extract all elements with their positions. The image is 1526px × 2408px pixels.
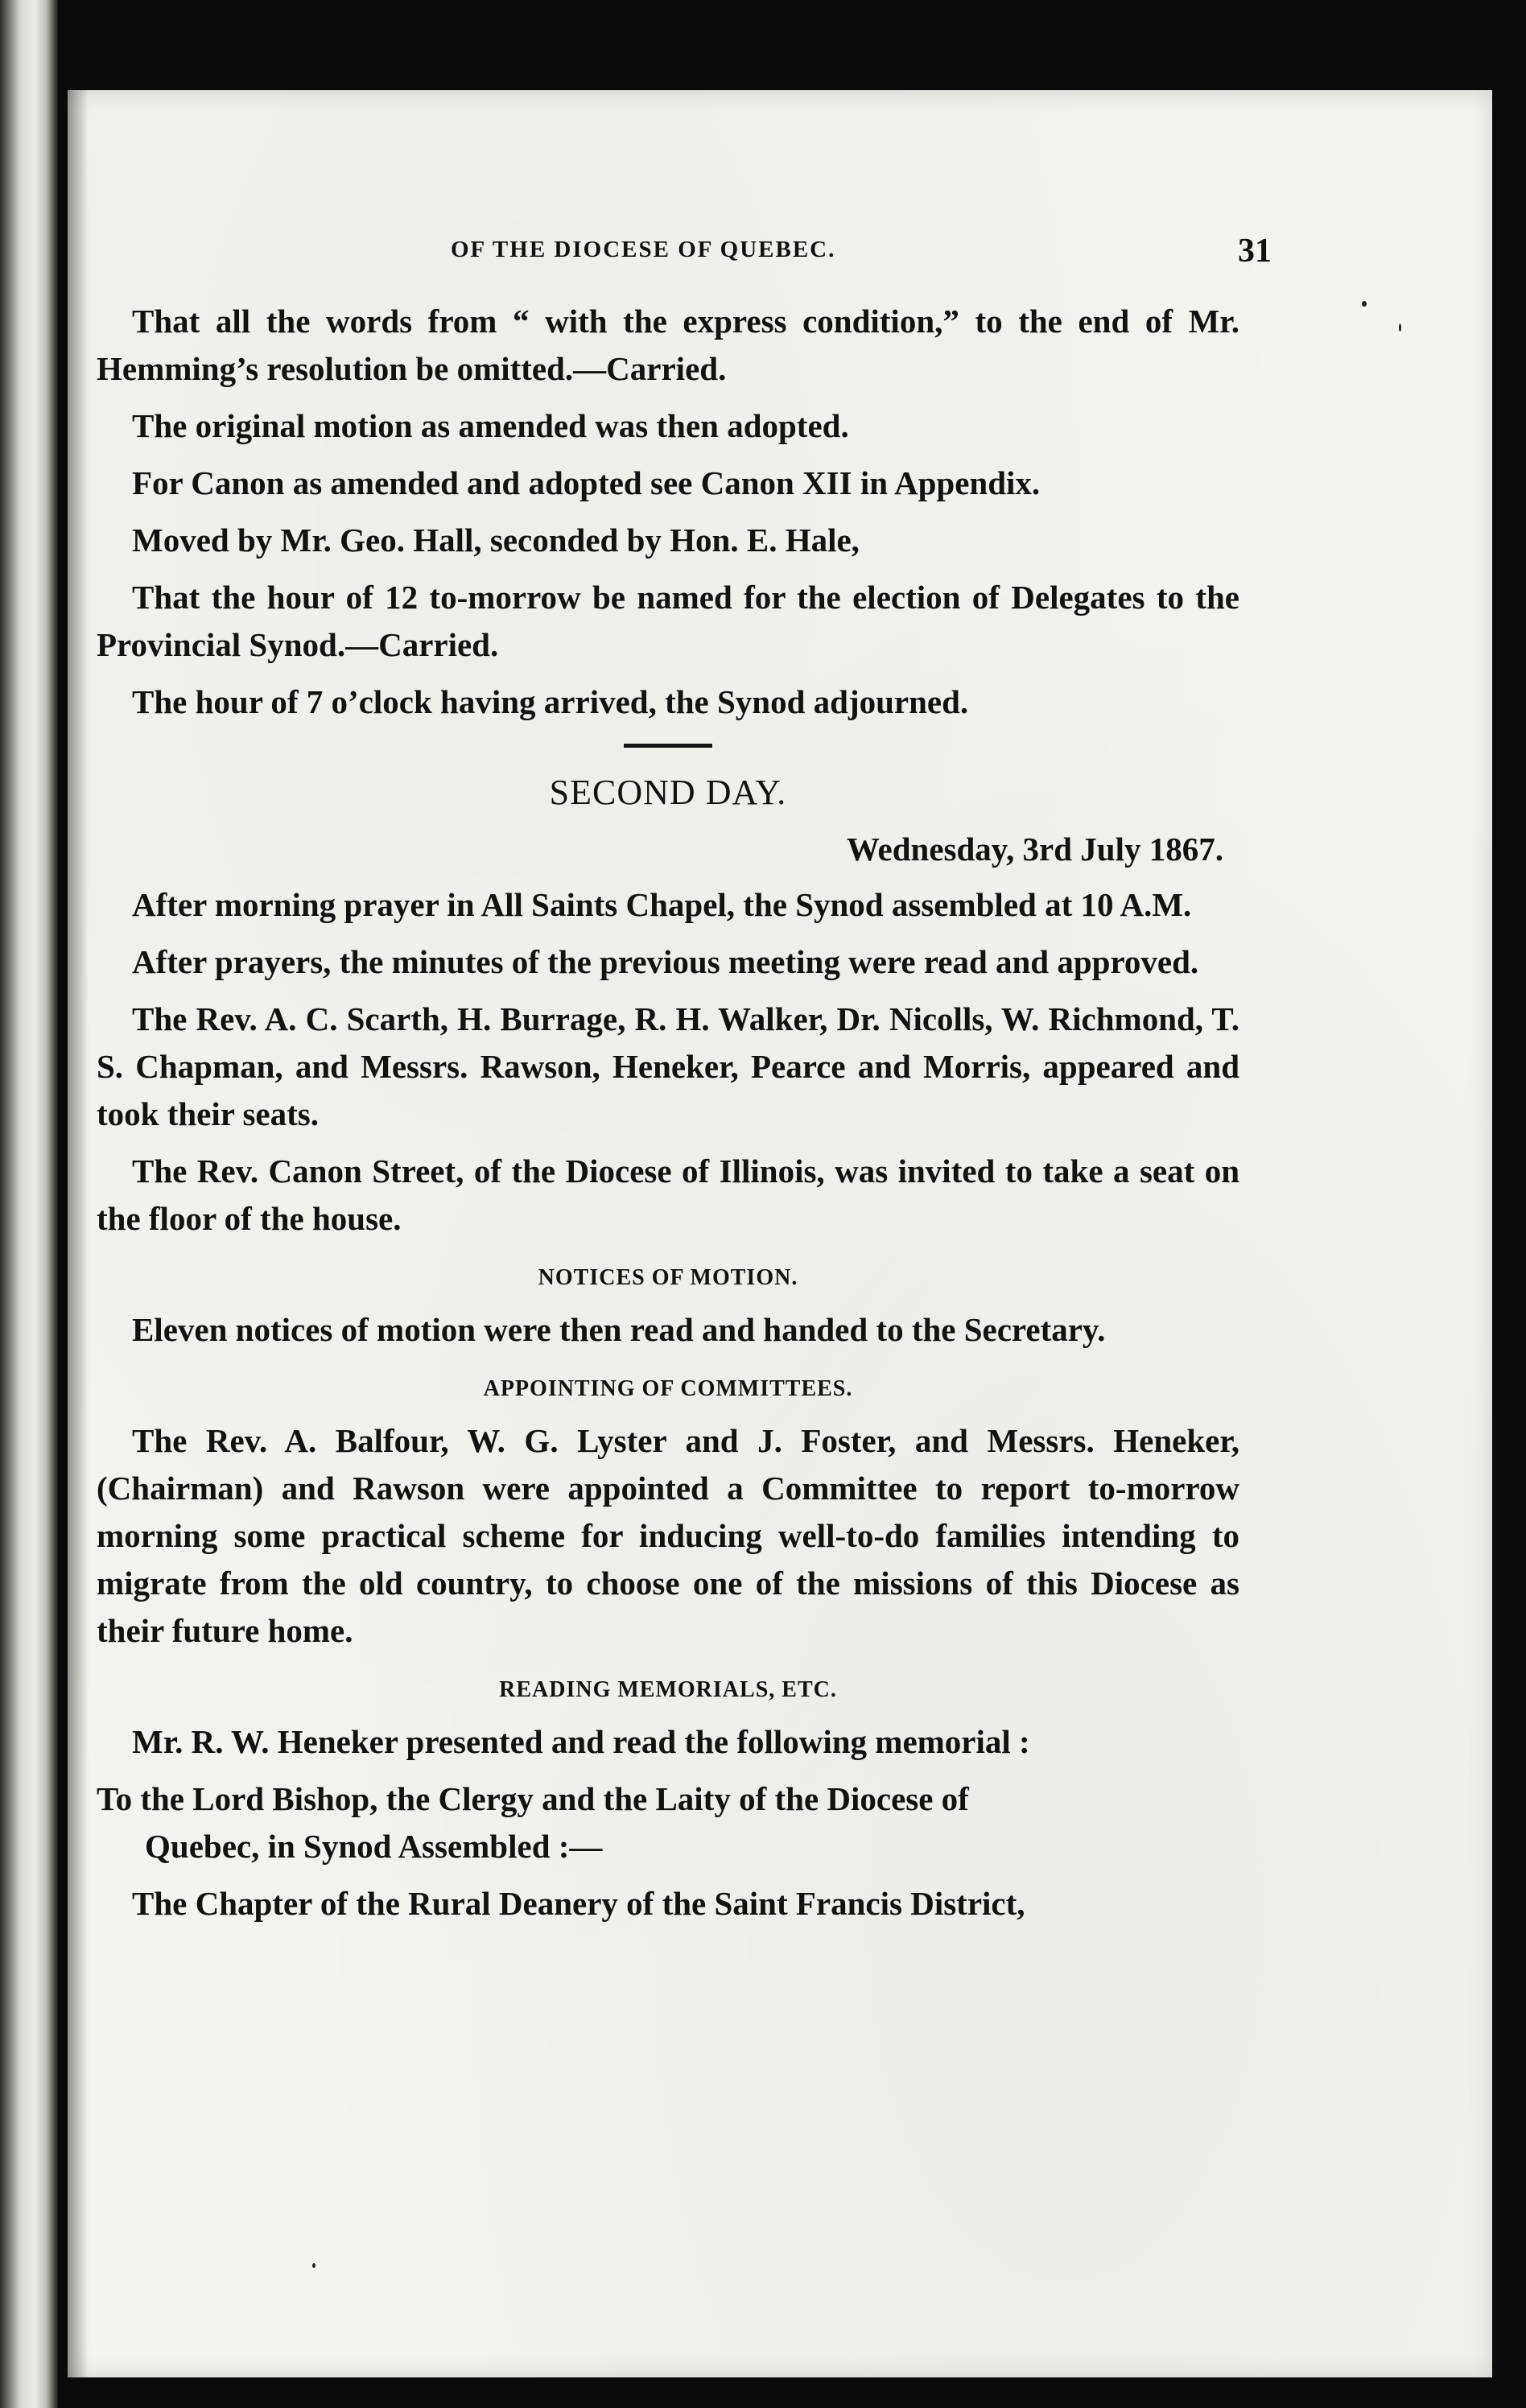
paragraph: That the hour of 12 to-morrow be named for the election of Delegates to the Provincial Synod.—Carried. <box>97 579 1239 663</box>
address-line: To the Lord Bishop, the Clergy and the Laity of the Diocese of <box>97 1780 969 1817</box>
page-body <box>97 298 1239 1937</box>
paragraph: For Canon as amended and adopted see Canon XII in Appendix. <box>132 464 1041 501</box>
gutter-shadow <box>68 90 89 2377</box>
day-heading: SECOND DAY. <box>549 773 787 812</box>
paragraph: Eleven notices of motion were then read and handed to the Secretary. <box>132 1311 1106 1348</box>
dateline: Wednesday, 3rd July 1867. <box>846 831 1223 868</box>
paragraph: The hour of 7 o’clock having arrived, the Synod adjourned. <box>132 683 969 720</box>
paragraph: After morning prayer in All Saints Chapel, the Synod assembled at 10 A.M. <box>132 886 1192 923</box>
ink-speck <box>1399 324 1401 332</box>
paragraph: That all the words from “ with the express condition,” to the end of Mr. Hemming’s resolution be omitted.—Carried. <box>97 303 1239 387</box>
running-title: OF THE DIOCESE OF QUEBEC. <box>451 237 836 262</box>
section-divider-rule <box>624 744 712 748</box>
facing-page-edge <box>0 0 58 2408</box>
paragraph: The original motion as amended was then adopted. <box>132 407 849 444</box>
paragraph: The Rev. A. C. Scarth, H. Burrage, R. H. Walker, Dr. Nicolls, W. Richmond, T. S. Chapman, and Messrs. Rawson, Heneker, Pearce and Morris, appeared and took their seats. <box>97 1000 1239 1132</box>
paragraph: After prayers, the minutes of the previous meeting were read and approved. <box>132 943 1199 980</box>
memorials-heading: READING MEMORIALS, ETC. <box>499 1677 837 1702</box>
paragraph: Moved by Mr. Geo. Hall, seconded by Hon. E. Hale, <box>132 522 860 559</box>
memorial-address <box>97 1775 1239 1870</box>
paragraph: The Rev. Canon Street, of the Diocese of Illinois, was invited to take a seat on the floor of the house. <box>97 1152 1239 1237</box>
ink-speck <box>312 2263 316 2268</box>
running-head <box>97 232 1272 280</box>
ink-speck <box>1362 301 1367 307</box>
paragraph: The Rev. A. Balfour, W. G. Lyster and J. Foster, and Messrs. Heneker, (Chairman) and Rawson were appointed a Committee to report to-morrow morning some practical scheme for inducing well-to-do families intending to migrate from the old country, to choose one of the missions of this Diocese as their future home. <box>97 1422 1239 1649</box>
notices-heading: NOTICES OF MOTION. <box>538 1265 798 1290</box>
paragraph: Mr. R. W. Heneker presented and read the following memorial : <box>132 1723 1030 1760</box>
address-line: Quebec, in Synod Assembled :— <box>145 1828 603 1865</box>
committees-heading: APPOINTING OF COMMITTEES. <box>483 1376 853 1401</box>
page-number: 31 <box>1238 233 1272 270</box>
paragraph: The Chapter of the Rural Deanery of the Saint Francis District, <box>132 1885 1025 1922</box>
